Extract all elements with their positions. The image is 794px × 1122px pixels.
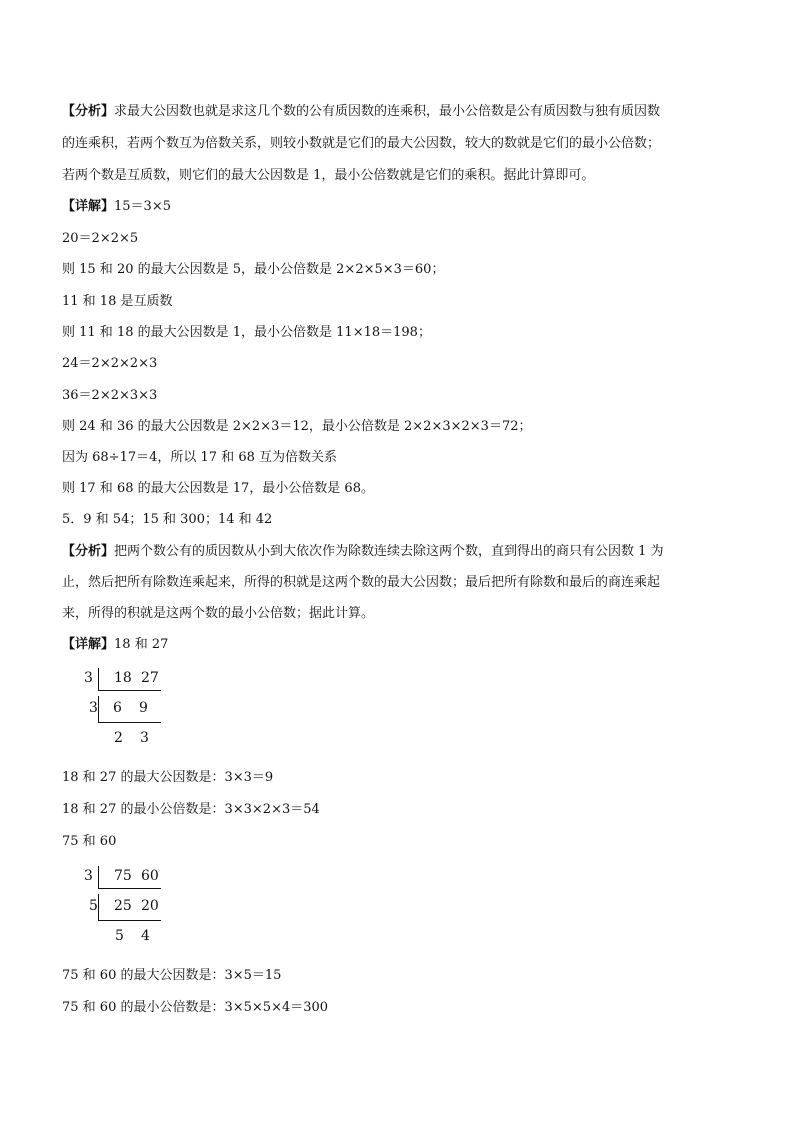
analysis-1-line-2: 的连乘积，若两个数互为倍数关系，则较小数就是它们的最大公因数，较大的数就是它们的最小公倍数； [62,136,661,151]
detail-1-line: 则 17 和 68 的最大公因数是 17，最小公倍数是 68。 [62,481,374,496]
analysis-tag: 【分析】 [62,104,115,119]
ladder-vertical-bar [98,668,99,690]
ladder-number: 75 [114,868,132,884]
ladder-number: 18 [114,670,132,686]
detail-1-line: 则 24 和 36 的最大公因数是 2×2×3＝12，最小公倍数是 2×2×3×2×3＝72； [62,419,532,434]
pair-2-title: 75 和 60 [62,834,117,849]
ladder-divisor: 3 [89,700,98,716]
analysis-1-line-3: 若两个数是互质数，则它们的最大公因数是 1，最小公倍数就是它们的乘积。据此计算即可。 [62,168,595,183]
analysis-tag: 【分析】 [62,544,115,559]
detail-1-line-1 [62,197,742,217]
ladder-final-quotient: 2 [114,730,123,746]
ladder-divisor: 3 [84,868,93,884]
analysis-2-line-1 [62,542,742,562]
answer-5: 5．9 和 54；15 和 300；14 和 42 [62,512,273,527]
detail-1-line: 因为 68÷17＝4，所以 17 和 68 互为倍数关系 [62,450,337,465]
analysis-1-line-1 [62,102,742,122]
short-division-ladder-1 [78,668,178,748]
result-1-gcd: 18 和 27 的最大公因数是：3×3＝9 [62,770,274,785]
short-division-ladder-2 [78,866,178,946]
ladder-quotient: 25 [114,898,132,914]
detail-1-line: 36＝2×2×3×3 [62,388,158,403]
ladder-vertical-bar [98,894,99,920]
ladder-horizontal-bar [98,690,161,691]
analysis-2-line-3: 来，所得的积就是这两个数的最小公倍数；据此计算。 [62,606,375,621]
ladder-quotient: 6 [113,700,122,716]
ladder-final-quotient: 5 [115,928,124,944]
detail-2-line-1 [62,635,742,655]
ladder-horizontal-bar [98,920,161,921]
detail-text: 18 和 27 [114,637,169,652]
detail-1-line: 20＝2×2×5 [62,231,139,246]
result-1-lcm: 18 和 27 的最小公倍数是：3×3×2×3＝54 [62,802,320,817]
detail-1-line: 则 15 和 20 的最大公因数是 5，最小公倍数是 2×2×5×3＝60； [62,262,445,277]
result-2-lcm: 75 和 60 的最小公倍数是：3×5×5×4＝300 [62,1000,329,1015]
ladder-final-quotient: 3 [140,730,149,746]
detail-1-line: 则 11 和 18 的最大公因数是 1，最小公倍数是 11×18＝198； [62,325,431,340]
ladder-divisor: 5 [89,898,98,914]
detail-tag: 【详解】 [62,637,115,652]
result-2-gcd: 75 和 60 的最大公因数是：3×5＝15 [62,968,282,983]
ladder-number: 27 [141,670,159,686]
ladder-quotient: 9 [139,700,148,716]
ladder-divisor: 3 [84,670,93,686]
ladder-quotient: 20 [141,898,159,914]
ladder-number: 60 [141,868,159,884]
analysis-text: 把两个数公有的质因数从小到大依次作为除数连续去除这两个数，直到得出的商只有公因数 1 为 [114,544,664,559]
detail-text: 15＝3×5 [114,199,171,214]
detail-tag: 【详解】 [62,199,115,214]
ladder-horizontal-bar [98,722,161,723]
detail-1-line: 11 和 18 是互质数 [62,294,173,309]
ladder-final-quotient: 4 [141,928,150,944]
ladder-vertical-bar [98,866,99,888]
analysis-text: 求最大公因数也就是求这几个数的公有质因数的连乘积，最小公倍数是公有质因数与独有质因数 [114,104,661,119]
analysis-2-line-2: 止，然后把所有除数连乘起来，所得的积就是这两个数的最大公因数；最后把所有除数和最后的商连乘起 [62,575,661,590]
detail-1-line: 24＝2×2×2×3 [62,356,158,371]
ladder-horizontal-bar [98,888,161,889]
ladder-vertical-bar [98,696,99,722]
